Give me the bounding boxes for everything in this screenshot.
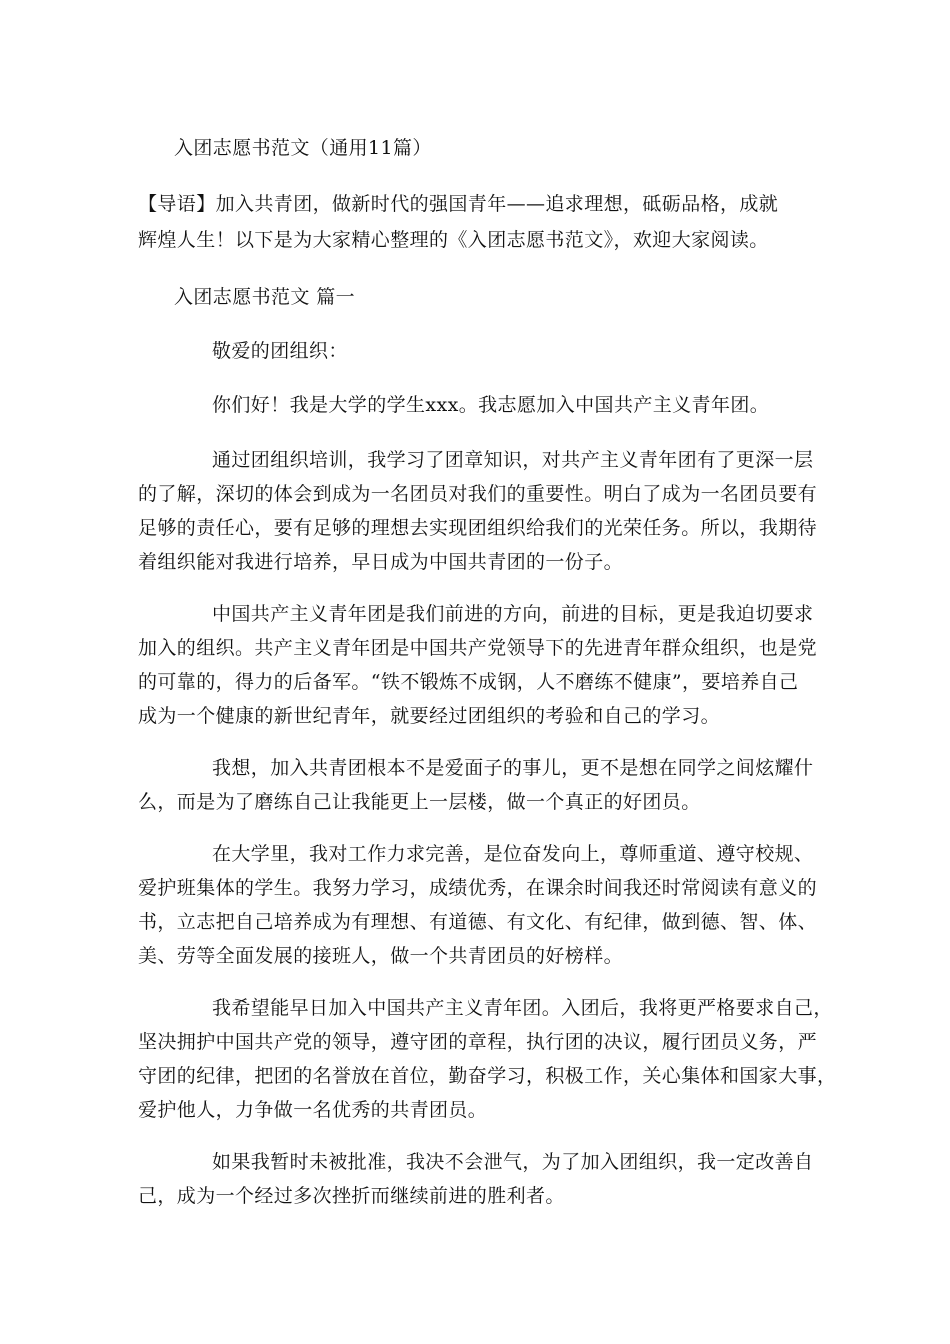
- section-heading: 入团志愿书范文 篇一: [174, 286, 356, 308]
- paragraph-line: 加入的组织。共产主义青年团是中国共产党领导下的先进青年群众组织，也是党: [138, 637, 818, 659]
- paragraph-line: 守团的纪律，把团的名誉放在首位，勤奋学习，积极工作，关心集体和国家大事，: [138, 1065, 837, 1087]
- intro-line: 【导语】加入共青团，做新时代的强国青年——追求理想，砥砺品格，成就: [138, 193, 779, 215]
- greeting: 你们好！我是大学的学生xxx。我志愿加入中国共产主义青年团。: [212, 394, 770, 416]
- paragraph-line: 如果我暂时未被批准，我决不会泄气，为了加入团组织，我一定改善自: [212, 1151, 814, 1173]
- intro-line: 辉煌人生！以下是为大家精心整理的《入团志愿书范文》，欢迎大家阅读。: [138, 229, 769, 251]
- paragraph-line: 美、劳等全面发展的接班人，做一个共青团员的好榜样。: [138, 945, 624, 967]
- paragraph-line: 通过团组织培训，我学习了团章知识，对共产主义青年团有了更深一层: [212, 449, 814, 471]
- paragraph-line: 我希望能早日加入中国共产主义青年团。入团后，我将更严格要求自己，: [212, 997, 833, 1019]
- paragraph-line: 的了解，深切的体会到成为一名团员对我们的重要性。明白了成为一名团员要有: [138, 483, 818, 505]
- paragraph-line: 么，而是为了磨练自己让我能更上一层楼，做一个真正的好团员。: [138, 791, 701, 813]
- paragraph-line: 成为一个健康的新世纪青年，就要经过团组织的考验和自己的学习。: [138, 705, 721, 727]
- paragraph-line: 在大学里，我对工作力求完善，是位奋发向上，尊师重道、遵守校规、: [212, 843, 814, 865]
- paragraph-line: 足够的责任心，要有足够的理想去实现团组织给我们的光荣任务。所以，我期待: [138, 517, 818, 539]
- paragraph-line: 书，立志把自己培养成为有理想、有道德、有文化、有纪律，做到德、智、体、: [138, 911, 818, 933]
- paragraph-line: 爱护班集体的学生。我努力学习，成绩优秀，在课余时间我还时常阅读有意义的: [138, 877, 818, 899]
- salutation: 敬爱的团组织：: [212, 340, 348, 362]
- paragraph-line: 着组织能对我进行培养，早日成为中国共青团的一份子。: [138, 551, 624, 573]
- paragraph-line: 中国共产主义青年团是我们前进的方向，前进的目标，更是我迫切要求: [212, 603, 814, 625]
- paragraph-line: 坚决拥护中国共产党的领导，遵守团的章程，执行团的决议，履行团员义务，严: [138, 1031, 818, 1053]
- paragraph-line: 爱护他人，力争做一名优秀的共青团员。: [138, 1099, 488, 1121]
- document-title: 入团志愿书范文（通用11篇）: [174, 137, 432, 159]
- paragraph-line: 的可靠的，得力的后备军。“铁不锻炼不成钢，人不磨练不健康”，要培养自己: [138, 671, 799, 693]
- paragraph-line: 我想，加入共青团根本不是爱面子的事儿，更不是想在同学之间炫耀什: [212, 757, 814, 779]
- paragraph-line: 己，成为一个经过多次挫折而继续前进的胜利者。: [138, 1185, 565, 1207]
